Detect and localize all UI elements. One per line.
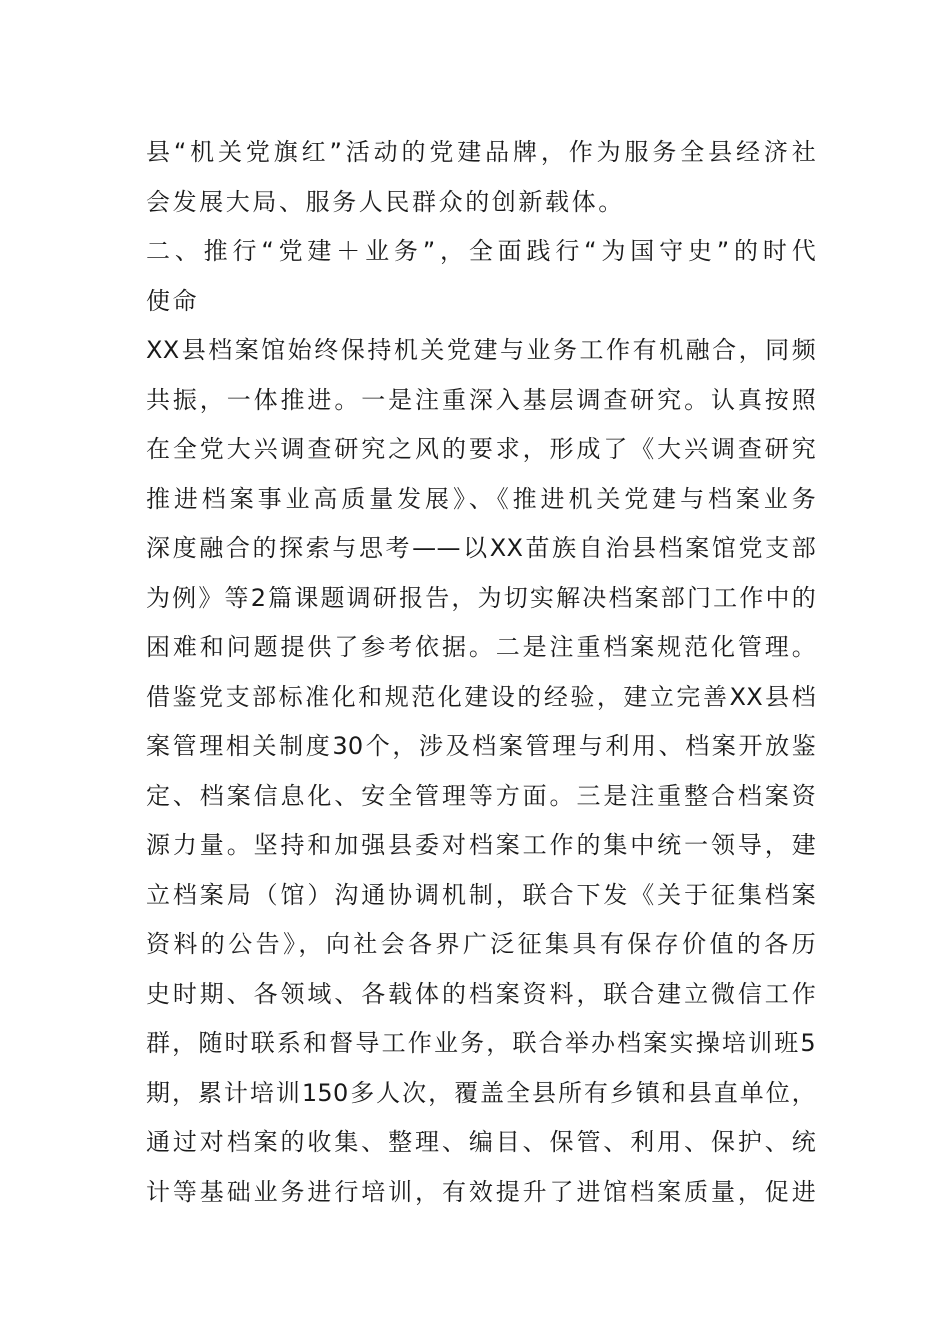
text-line: 案管理相关制度30个，涉及档案管理与利用、档案开放鉴	[146, 732, 816, 760]
text-line: 在全党大兴调查研究之风的要求，形成了《大兴调查研究	[146, 435, 816, 463]
text-line: 困难和问题提供了参考依据。二是注重档案规范化管理。	[146, 633, 816, 661]
text-line: 计等基础业务进行培训，有效提升了进馆档案质量，促进	[146, 1177, 816, 1206]
text-line: 期，累计培训150多人次，覆盖全县所有乡镇和县直单位，	[146, 1078, 816, 1107]
text-line: 县“机关党旗红”活动的党建品牌，作为服务全县经济社	[146, 138, 816, 166]
section-heading-line: 二、推行“党建＋业务”，全面践行“为国守史”的时代	[146, 237, 816, 265]
section-heading-line: 使命	[146, 286, 200, 315]
text-line: 群，随时联系和督导工作业务，联合举办档案实操培训班5	[146, 1029, 816, 1057]
text-line: 深度融合的探索与思考——以XX苗族自治县档案馆党支部	[146, 534, 816, 562]
text-line: 为例》等2篇课题调研报告，为切实解决档案部门工作中的	[146, 583, 816, 612]
text-line: 资料的公告》，向社会各界广泛征集具有保存价值的各历	[146, 930, 816, 958]
text-line: 会发展大局、服务人民群众的创新载体。	[146, 187, 625, 216]
text-line: 通过对档案的收集、整理、编目、保管、利用、保护、统	[146, 1128, 816, 1156]
body-text	[146, 128, 816, 1217]
text-line: 定、档案信息化、安全管理等方面。三是注重整合档案资	[146, 781, 816, 810]
text-line: 立档案局（馆）沟通协调机制，联合下发《关于征集档案	[146, 880, 816, 909]
text-line: 推进档案事业高质量发展》、《推进机关党建与档案业务	[146, 484, 816, 513]
text-line: XX县档案馆始终保持机关党建与业务工作有机融合，同频	[146, 336, 816, 364]
text-line: 史时期、各领域、各载体的档案资料，联合建立微信工作	[146, 979, 816, 1008]
text-line: 借鉴党支部标准化和规范化建设的经验，建立完善XX县档	[146, 682, 816, 711]
text-line: 共振，一体推进。一是注重深入基层调查研究。认真按照	[146, 385, 816, 414]
text-line: 源力量。坚持和加强县委对档案工作的集中统一领导，建	[146, 831, 816, 859]
